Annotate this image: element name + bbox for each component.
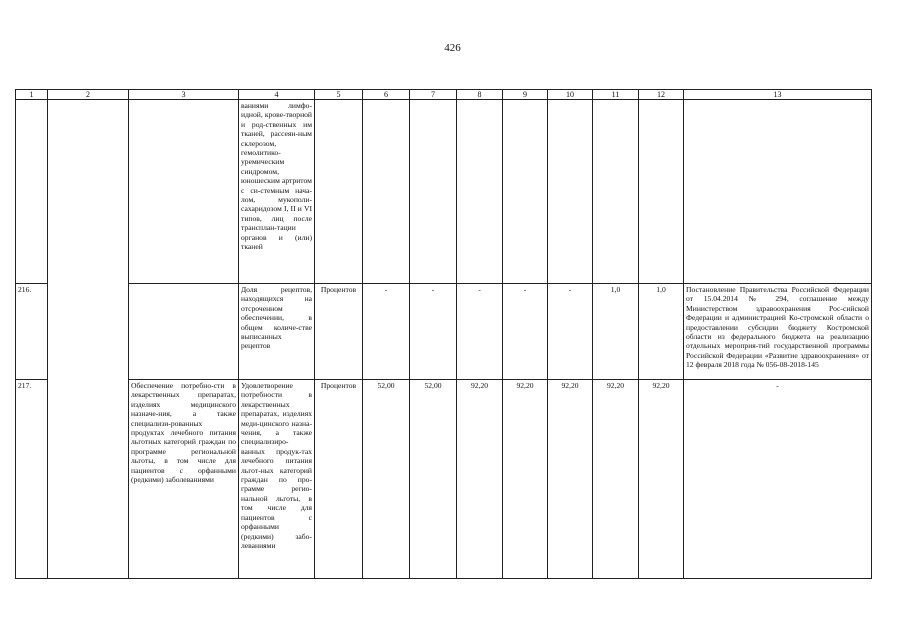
header-cell: 7 bbox=[410, 90, 457, 100]
header-row bbox=[16, 90, 872, 100]
value-cell bbox=[593, 100, 639, 284]
indicator-cell: Доля рецептов, находящихся на отсроченном обеспечении, в общем количе-стве выписанных рецептов bbox=[239, 284, 315, 380]
value-cell: 92,20 bbox=[593, 380, 639, 579]
value-cell: 1,0 bbox=[639, 284, 684, 380]
basis-cell bbox=[684, 100, 872, 284]
value-cell: 92,20 bbox=[639, 380, 684, 579]
unit-cell: Процентов bbox=[315, 284, 363, 380]
table-row bbox=[16, 380, 872, 579]
empty-cell bbox=[48, 100, 129, 579]
table-row bbox=[16, 284, 872, 380]
value-cell: - bbox=[503, 284, 548, 380]
header-cell: 9 bbox=[503, 90, 548, 100]
header-cell: 4 bbox=[239, 90, 315, 100]
value-cell bbox=[410, 100, 457, 284]
table-row bbox=[16, 100, 872, 284]
row-number: 217. bbox=[16, 380, 48, 579]
indicator-cell: ваниями лимфо-идной, крове-творной и род-ственных им тканей, рассеян-ным склерозом, гемолитико-уремическим синдромом, юношеским артритом с си-стемным нача-лом, мукополи-сахаридозом I, II и VI типов, лиц после трансплан-тации органов и (или) тканей bbox=[239, 100, 315, 284]
page-number: 426 bbox=[444, 42, 461, 54]
value-cell: 52,00 bbox=[363, 380, 410, 579]
value-cell bbox=[503, 100, 548, 284]
value-cell: - bbox=[457, 284, 503, 380]
header-cell: 1 bbox=[16, 90, 48, 100]
event-cell bbox=[129, 100, 239, 284]
header-cell: 11 bbox=[593, 90, 639, 100]
value-cell: 92,20 bbox=[503, 380, 548, 579]
value-cell: 92,20 bbox=[548, 380, 593, 579]
header-cell: 5 bbox=[315, 90, 363, 100]
unit-cell bbox=[315, 100, 363, 284]
header-cell: 12 bbox=[639, 90, 684, 100]
value-cell bbox=[363, 100, 410, 284]
value-cell: - bbox=[363, 284, 410, 380]
basis-cell: - bbox=[684, 380, 872, 579]
header-cell: 10 bbox=[548, 90, 593, 100]
header-cell: 6 bbox=[363, 90, 410, 100]
value-cell: 1,0 bbox=[593, 284, 639, 380]
row-number bbox=[16, 100, 48, 284]
value-cell: 92,20 bbox=[457, 380, 503, 579]
header-cell: 13 bbox=[684, 90, 872, 100]
value-cell bbox=[639, 100, 684, 284]
event-cell: Обеспечение потребно-сти в лекарственных препаратах, изделиях медицинского назначе-ния, а также специализи-рованных продуктах лечебного питания льготных категорий граждан по программе региональной льготы, в том числе для пациентов с орфанными (редкими) заболеваниями bbox=[129, 380, 239, 579]
basis-cell: Постановление Правительства Российской Федерации от 15.04.2014 № 294, соглашение между Министерством здравоохранения Рос-сийской Федерации и администрацией Ко-стромской области о предоставлении субсидии бюджету Костромской области из федерального бюджета на реализацию отдельных мероприя-тий государственной программы Российской Федерации «Развитие здравоохранения» от 12 февраля 2018 года № 056-08-2018-145 bbox=[684, 284, 872, 380]
value-cell: - bbox=[548, 284, 593, 380]
header-cell: 3 bbox=[129, 90, 239, 100]
value-cell bbox=[548, 100, 593, 284]
unit-cell: Процентов bbox=[315, 380, 363, 579]
event-cell bbox=[129, 284, 239, 380]
indicators-table bbox=[15, 89, 872, 579]
value-cell: - bbox=[410, 284, 457, 380]
value-cell bbox=[457, 100, 503, 284]
header-cell: 8 bbox=[457, 90, 503, 100]
header-cell: 2 bbox=[48, 90, 129, 100]
value-cell: 52,00 bbox=[410, 380, 457, 579]
indicator-cell: Удовлетворение потребности в лекарственных препаратах, изделиях меди-цинского назна-чения, а также специализиро-ванных продук-тах лечебного питания льгот-ных категорий граждан по про-грамме регио-нальной льготы, в том числе для пациентов с орфанными (редкими) забо-леваниями bbox=[239, 380, 315, 579]
row-number: 216. bbox=[16, 284, 48, 380]
